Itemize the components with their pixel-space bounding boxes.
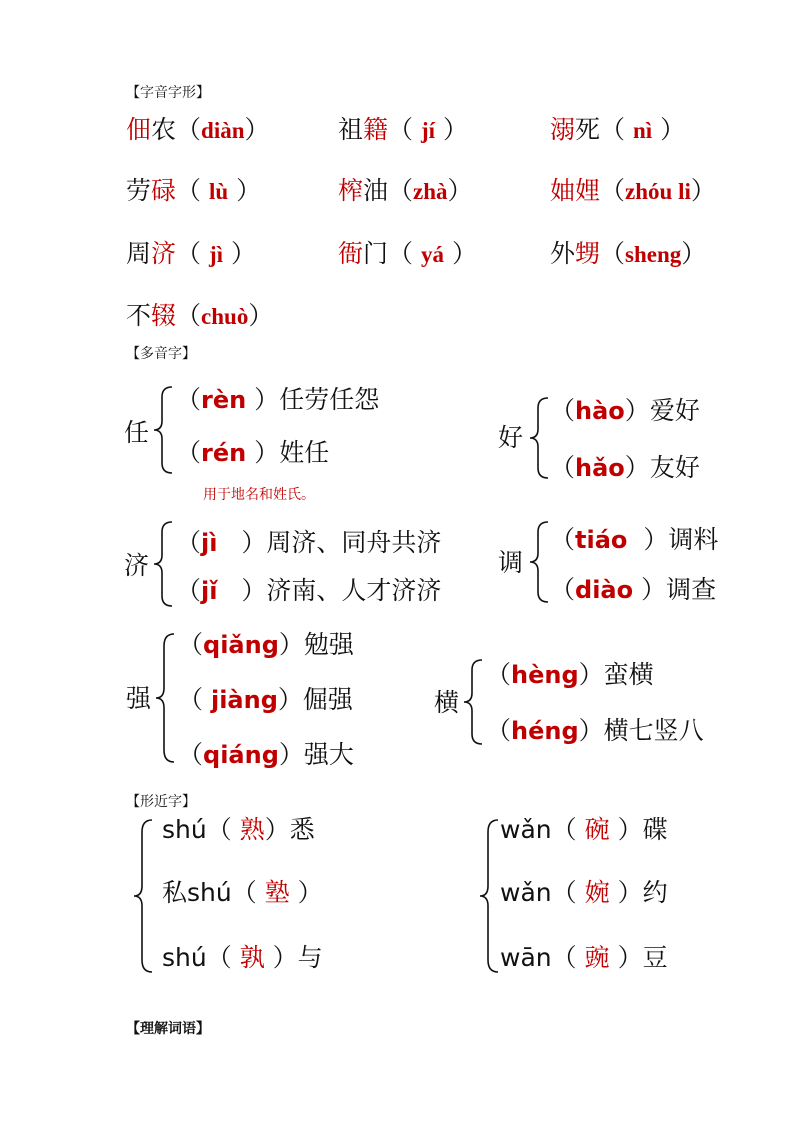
polyphonic-char: 横: [434, 688, 460, 717]
word-item: 外甥（sheng）: [550, 239, 707, 268]
polyphonic-char: 好: [498, 423, 524, 452]
word-item: 衙门（ yá ）: [338, 239, 477, 268]
target-char: 妯娌: [550, 176, 601, 205]
word-item: 劳碌（ lù ）: [126, 176, 262, 205]
pinyin: jiàng: [210, 686, 278, 714]
polyphonic-char: 济: [124, 551, 150, 580]
target-char: 孰: [239, 943, 265, 972]
similar-item: wǎn（ 碗 ）碟: [500, 815, 668, 844]
brace-icon: [132, 818, 154, 976]
section-heading-similar-chars: 【形近字】: [126, 794, 196, 810]
word-item: 祖籍（ jí ）: [338, 115, 469, 144]
target-char: 碌: [151, 176, 177, 205]
pinyin: hèng: [511, 661, 579, 689]
polyphonic-char: 任: [124, 418, 150, 447]
target-char: 溺: [550, 115, 576, 144]
word-item: 不辍（chuò）: [126, 301, 274, 330]
word-item: 周济（ jì ）: [126, 239, 257, 268]
target-char: 塾: [264, 878, 290, 907]
similar-item: wān（ 豌 ）豆: [500, 943, 668, 972]
reading-item: （ jiàng）倔强: [178, 685, 353, 714]
pinyin: lù: [209, 179, 229, 204]
pinyin: jí: [421, 118, 436, 143]
target-char: 婉: [584, 878, 610, 907]
pinyin: wǎn: [500, 815, 552, 844]
pinyin: zhóu li: [625, 179, 691, 204]
similar-item: shú（ 孰 ）与: [162, 943, 323, 972]
brace-icon: [154, 632, 176, 764]
target-char: 榨: [338, 176, 364, 205]
similar-item: shú（ 熟）悉: [162, 815, 315, 844]
section-heading-polyphonic: 【多音字】: [126, 346, 196, 362]
pinyin: diào: [575, 576, 634, 604]
reading-item: （hǎo）友好: [550, 453, 700, 482]
pinyin: zhà: [413, 179, 448, 204]
pinyin: wǎn: [500, 878, 552, 907]
pinyin: nì: [633, 118, 653, 143]
reading-item: （qiǎng）勉强: [178, 630, 354, 659]
target-char: 甥: [575, 239, 601, 268]
reading-item: （jǐ ）济南、人才济济: [176, 576, 442, 605]
pinyin: tiáo: [575, 526, 628, 554]
pinyin: shú: [162, 815, 207, 844]
pinyin: chuò: [201, 304, 249, 329]
pinyin: rén: [201, 439, 247, 467]
section-heading-pronunciation: 【字音字形】: [126, 85, 210, 101]
reading-item: （rén ）姓任: [176, 438, 330, 467]
pinyin: héng: [511, 717, 579, 745]
target-char: 籍: [363, 115, 389, 144]
pinyin: shú: [162, 943, 207, 972]
similar-item: wǎn（ 婉 ）约: [500, 878, 668, 907]
polyphonic-char: 调: [498, 548, 524, 577]
reading-item: （hào）爱好: [550, 396, 700, 425]
pinyin: jì: [209, 242, 224, 267]
pinyin: wān: [500, 943, 552, 972]
brace-icon: [528, 520, 550, 604]
brace-icon: [152, 385, 174, 475]
pinyin: qiáng: [203, 741, 279, 769]
pinyin: qiǎng: [203, 631, 279, 659]
word-item: 榨油（zhà）: [338, 176, 473, 205]
reading-item: （jì ）周济、同舟共济: [176, 528, 442, 557]
reading-item: （héng）横七竖八: [486, 716, 704, 745]
target-char: 济: [151, 239, 177, 268]
usage-note: 用于地名和姓氏。: [203, 487, 315, 503]
pinyin: yá: [421, 242, 444, 267]
target-char: 辍: [151, 301, 177, 330]
pinyin: jì: [201, 529, 218, 557]
word-item: 溺死（ nì ）: [550, 115, 686, 144]
brace-icon: [478, 818, 500, 976]
target-char: 佃: [126, 115, 152, 144]
similar-item: 私shú（ 塾 ）: [162, 878, 323, 907]
brace-icon: [462, 658, 484, 746]
pinyin: rèn: [201, 386, 247, 414]
target-char: 豌: [584, 943, 610, 972]
pinyin: diàn: [201, 118, 245, 143]
target-char: 衙: [338, 239, 364, 268]
target-char: 熟: [239, 815, 265, 844]
pinyin: hǎo: [575, 454, 625, 482]
pinyin: hào: [575, 397, 625, 425]
reading-item: （hèng）蛮横: [486, 660, 654, 689]
polyphonic-char: 强: [126, 684, 152, 713]
brace-icon: [152, 520, 174, 608]
brace-icon: [528, 396, 550, 480]
reading-item: （diào ）调查: [550, 575, 717, 604]
pinyin: jǐ: [201, 577, 218, 605]
word-item: 妯娌（zhóu li）: [550, 176, 716, 205]
pinyin: shú: [187, 878, 232, 907]
reading-item: （tiáo ）调料: [550, 525, 719, 554]
pinyin: sheng: [625, 242, 682, 267]
section-heading-vocabulary: 【理解词语】: [126, 1021, 210, 1037]
reading-item: （qiáng）强大: [178, 740, 354, 769]
target-char: 碗: [584, 815, 610, 844]
word-item: 佃农（diàn）: [126, 115, 270, 144]
reading-item: （rèn ）任劳任怨: [176, 385, 380, 414]
